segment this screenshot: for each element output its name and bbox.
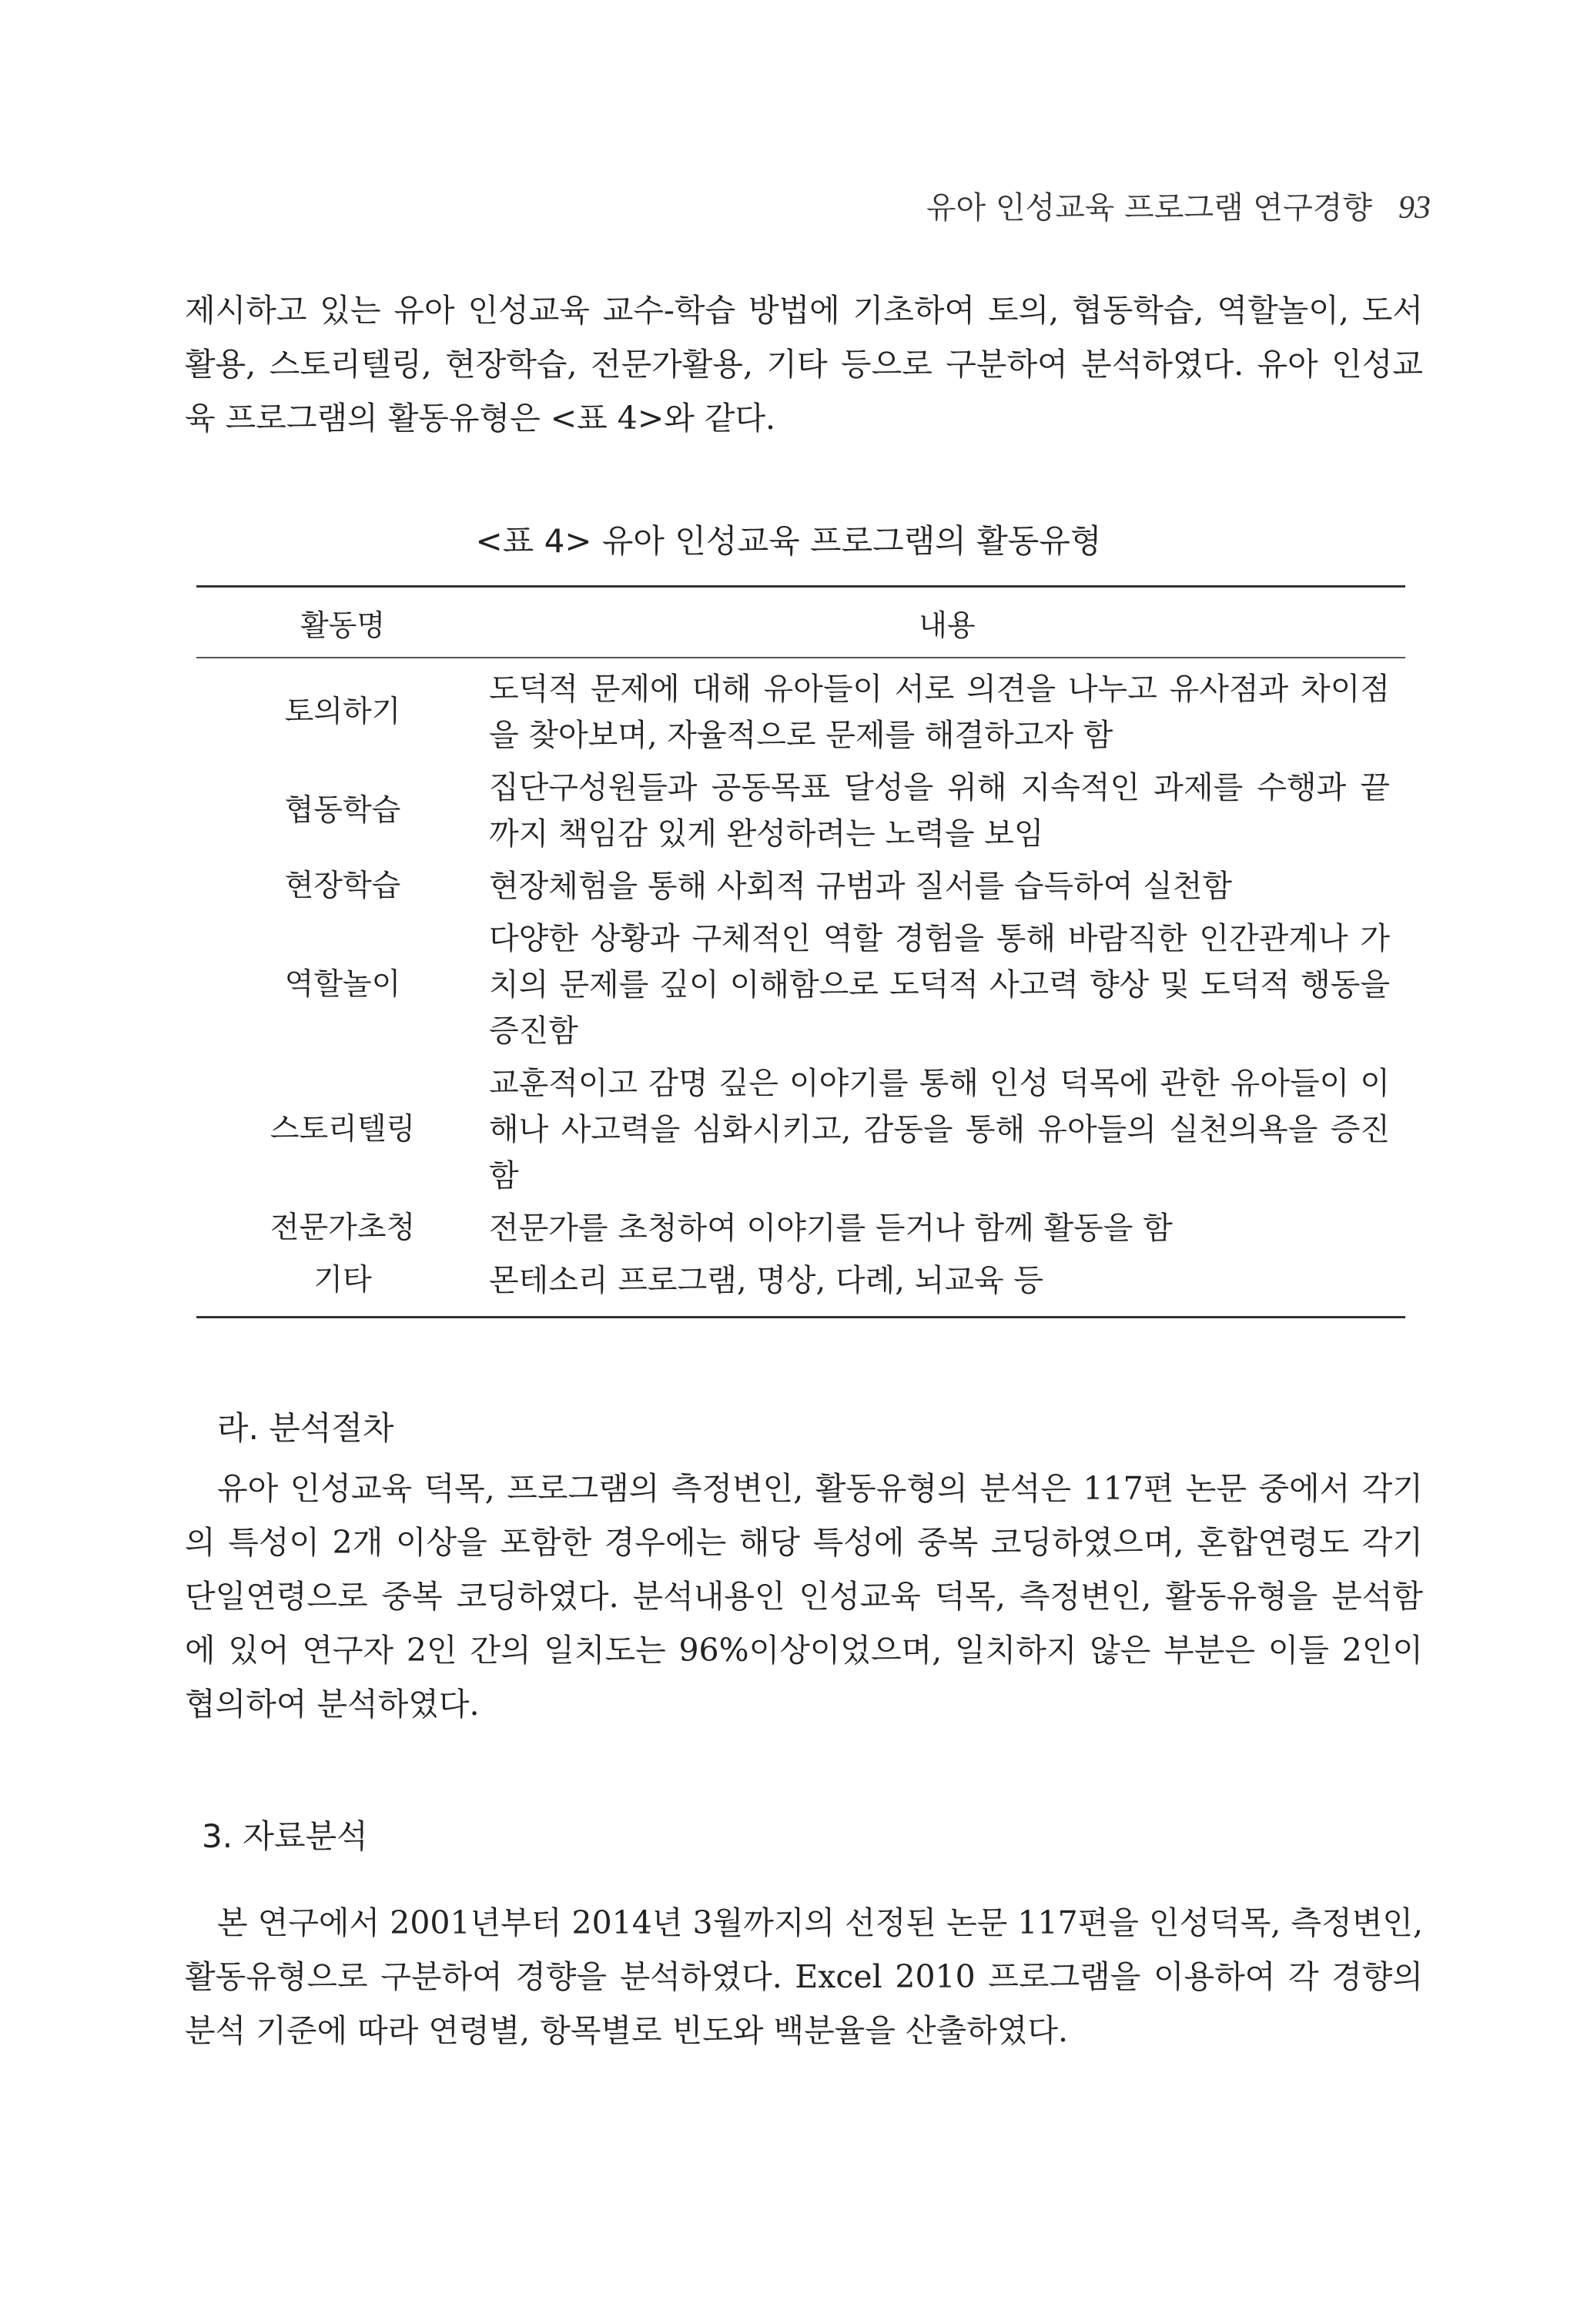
activity-name: 현장학습 (284, 869, 401, 903)
header-content: 내용 (489, 587, 1405, 658)
table-row (196, 658, 1405, 762)
activity-name: 역할놀이 (284, 967, 401, 1002)
activity-content: 현장체험을 통해 사회적 규범과 질서를 습득하여 실천함 (489, 869, 1233, 904)
table-row (196, 1202, 1405, 1254)
running-header (926, 183, 1431, 227)
table-header-row (196, 587, 1405, 658)
data-analysis-paragraph: 본 연구에서 2001년부터 2014년 3월까지의 선정된 논문 117편을 인성덕목, 측정변인, 활동유형으로 구분하여 경향을 분석하였다. Excel 2010 프로그램을 이용하여 각 경향의 분석 기준에 따라 연령별, 항목별로 빈도와 백분율을 산출하였다. (185, 1904, 1423, 2049)
table-row (196, 860, 1405, 913)
table-row (196, 1254, 1405, 1318)
activity-content: 몬테소리 프로그램, 명상, 다례, 뇌교육 등 (489, 1254, 1405, 1318)
section-heading-data-analysis: 3. 자료분석 (202, 1817, 368, 1855)
activity-content: 전문가를 초청하여 이야기를 듣거나 함께 활동을 함 (489, 1211, 1173, 1246)
activity-name: 전문가초청 (270, 1211, 416, 1245)
intro-paragraph: 제시하고 있는 유아 인성교육 교수-학습 방법에 기초하여 토의, 협동학습, 역할놀이, 도서활용, 스토리텔링, 현장학습, 전문가활용, 기타 등으로 구분하여 분석하였다. 유아 인성교육 프로그램의 활동유형은 <표 4>와 같다. (185, 292, 1423, 437)
activity-name: 기타 (196, 1254, 489, 1318)
activity-content: 다양한 상황과 구체적인 역할 경험을 통해 바람직한 인간관계나 가치의 문제를 깊이 이해함으로 도덕적 사고력 향상 및 도덕적 행동을 증진함 (489, 921, 1390, 1049)
running-title: 유아 인성교육 프로그램 연구경향 (926, 190, 1372, 226)
page-number: 93 (1398, 190, 1431, 226)
table-caption: <표 4> 유아 인성교육 프로그램의 활동유형 (475, 522, 1102, 560)
section-heading-analysis-procedure: 라. 분석절차 (217, 1409, 394, 1447)
header-activity-name: 활동명 (196, 587, 489, 658)
activity-type-table (196, 585, 1405, 1318)
activity-name: 협동학습 (284, 793, 401, 828)
activity-content: 교훈적이고 감명 깊은 이야기를 통해 인성 덕목에 관한 유아들이 이해나 사고력을 심화시키고, 감동을 통해 유아들의 실천의욕을 증진함 (489, 1066, 1390, 1194)
table-row (196, 762, 1405, 860)
activity-content: 도덕적 문제에 대해 유아들이 서로 의견을 나누고 유사점과 차이점을 찾아보며, 자율적으로 문제를 해결하고자 함 (489, 671, 1390, 753)
activity-name: 스토리텔링 (270, 1112, 416, 1147)
activity-name: 토의하기 (284, 695, 401, 729)
table-row (196, 913, 1405, 1057)
analysis-procedure-paragraph: 유아 인성교육 덕목, 프로그램의 측정변인, 활동유형의 분석은 117편 논문 중에서 각기의 특성이 2개 이상을 포함한 경우에는 해당 특성에 중복 코딩하였으며, 혼합연령도 각기 단일연령으로 중복 코딩하였다. 분석내용인 인성교육 덕목, 측정변인, 활동유형을 분석함에 있어 연구자 2인 간의 일치도는 96%이상이었으며, 일치하지 않은 부분은 이들 2인이 협의하여 분석하였다. (185, 1470, 1423, 1723)
activity-content: 집단구성원들과 공동목표 달성을 위해 지속적인 과제를 수행과 끝까지 책임감 있게 완성하려는 노력을 보임 (489, 770, 1390, 852)
table-row (196, 1057, 1405, 1202)
